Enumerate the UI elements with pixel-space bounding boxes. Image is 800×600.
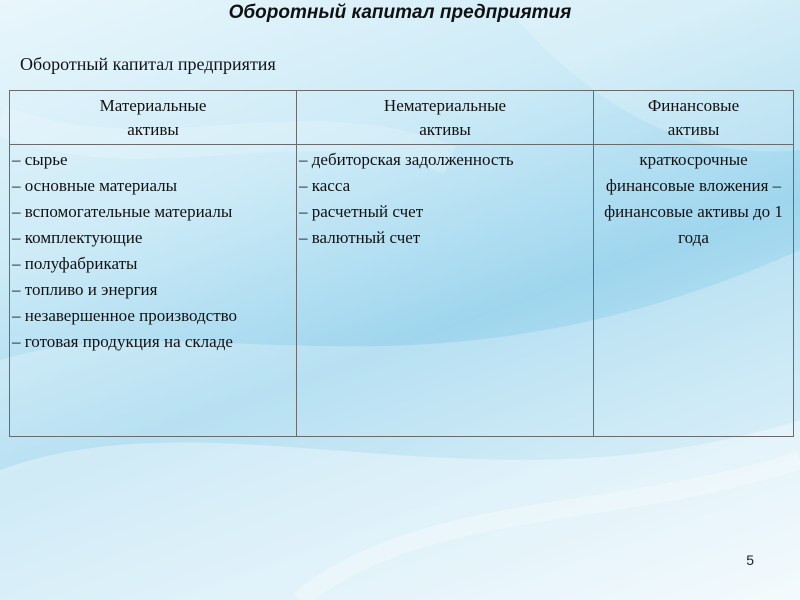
list-item: – дебиторская задолженность: [299, 150, 514, 169]
list-item: – топливо и энергия: [12, 280, 158, 299]
list-item: – вспомогательные материалы: [12, 202, 233, 221]
list-item: – полуфабрикаты: [12, 254, 138, 273]
header-intangible-line2: активы: [419, 120, 471, 139]
list-item: – сырье: [12, 150, 68, 169]
header-intangible-line1: Нематериальные: [383, 96, 507, 115]
header-intangible: [297, 91, 594, 145]
header-financial-line1: Финансовые: [647, 96, 740, 115]
intangible-assets-cell: [297, 145, 594, 437]
list-item: – незавершенное производство: [12, 306, 238, 325]
financial-assets-cell: краткосрочные финансовые вложения – финансовые активы до 1 года: [594, 145, 794, 437]
header-financial-line2: активы: [667, 120, 720, 139]
header-material-line2: активы: [127, 120, 179, 139]
table-row: [10, 145, 794, 437]
list-item: – готовая продукция на складе: [12, 332, 233, 351]
list-item: – комплектующие: [12, 228, 143, 247]
header-material-line1: Материальные: [99, 96, 207, 115]
header-financial: [594, 91, 794, 145]
table-header-row: [10, 91, 794, 145]
slide-subtitle: Оборотный капитал предприятия: [20, 54, 276, 74]
list-item: – основные материалы: [12, 176, 178, 195]
assets-table: [9, 90, 794, 437]
list-item: – расчетный счет: [299, 202, 424, 221]
list-item: – валютный счет: [299, 228, 421, 247]
header-material: [10, 91, 297, 145]
material-assets-cell: [10, 145, 297, 437]
list-item: – касса: [299, 176, 351, 195]
slide-title: Оборотный капитал предприятия: [228, 2, 572, 23]
page-number: 5: [746, 552, 754, 568]
